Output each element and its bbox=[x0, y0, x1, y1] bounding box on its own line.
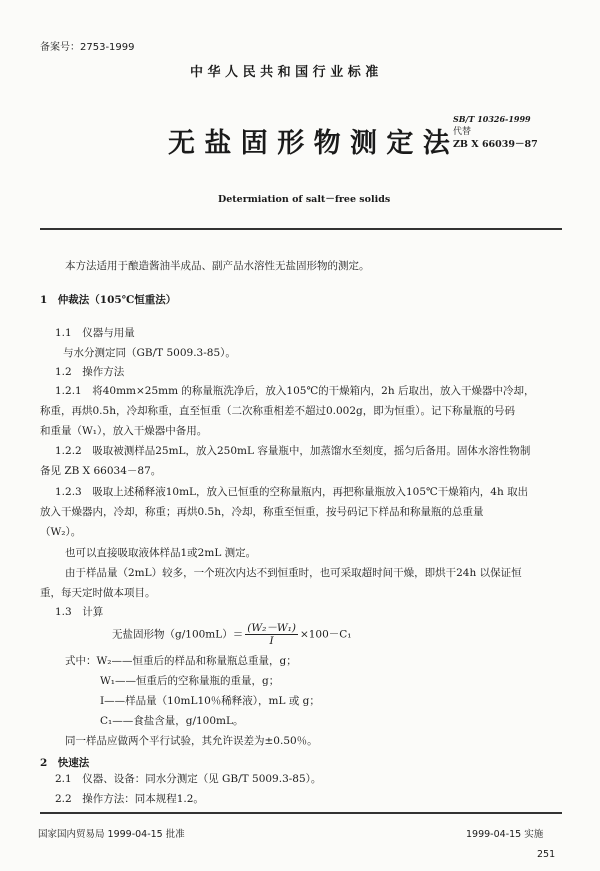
section-1-title: 1 仲裁法（105℃恒重法） bbox=[40, 294, 177, 306]
top-rule bbox=[40, 228, 562, 230]
formula-lhs: 无盐固形物（g/100mL）＝ bbox=[112, 628, 244, 641]
approval: 国家国内贸易局 1999-04-15 批准 bbox=[38, 829, 185, 840]
replaces-code: ZB X 66039－87 bbox=[453, 139, 538, 150]
record-number: 备案号：2753-1999 bbox=[40, 42, 135, 53]
tolerance: 同一样品应做两个平行试验，其允许误差为±0.50％。 bbox=[65, 735, 318, 747]
para-2-1: 2.1 仪器、设备：同水分测定（见 GB/T 5009.3-85）。 bbox=[55, 773, 322, 785]
formula bbox=[112, 622, 352, 647]
section-2-title: 2 快速法 bbox=[40, 757, 90, 769]
where-item: I——样品量（10mL10％稀释液），mL 或 g； bbox=[100, 695, 320, 707]
para-1-2-3: 1.2.3 吸取上述稀释液10mL，放入已恒重的空称量瓶内，再把称量瓶放入105℃干燥箱内，4h 取出 bbox=[55, 486, 529, 498]
replaces-label: 代替 bbox=[453, 127, 472, 137]
page-number: 251 bbox=[537, 849, 556, 860]
denominator: I bbox=[269, 635, 274, 647]
intro: 本方法适用于酿造酱油半成品、副产品水溶性无盐固形物的测定。 bbox=[65, 260, 370, 272]
page-title: 无 盐 固 形 物 测 定 法 bbox=[168, 128, 450, 159]
standard-code: SB/T 10326-1999 bbox=[453, 114, 531, 124]
note-1: 也可以直接吸取液体样品1或2mL 测定。 bbox=[65, 547, 257, 559]
para-1-2-1: 1.2.1 将40mm×25mm 的称量瓶洗净后，放入105℃的干燥箱内，2h 后取出，放入干燥器中冷却， bbox=[55, 385, 535, 397]
standard-org: 中 华 人 民 共 和 国 行 业 标 准 bbox=[190, 65, 379, 80]
para-1-2-1-line: 和重量（W₁），放入干燥器中备用。 bbox=[40, 425, 208, 437]
para-1-2-2: 1.2.2 吸取被测样品25mL，放入250mL 容量瓶中，加蒸馏水至刻度，摇匀后备用。固体水溶性物制 bbox=[55, 445, 531, 457]
formula-rhs: ×100－C₁ bbox=[299, 628, 352, 641]
section-1-2-title: 1.2 操作方法 bbox=[55, 366, 125, 378]
section-1-1-title: 1.1 仪器与用量 bbox=[55, 327, 135, 339]
where-item: 式中：W₂——恒重后的样品和称量瓶总重量，g； bbox=[65, 655, 297, 667]
effective-date: 1999-04-15 实施 bbox=[466, 829, 544, 840]
note-2-line: 重，每天定时做本项目。 bbox=[40, 587, 156, 599]
para-1-2-3-line: 放入干燥器内，冷却，称重；再烘0.5h，冷却，称重至恒重，按号码记下样品和称量瓶的总重量 bbox=[40, 506, 484, 518]
english-title: Determiation of salt－free solids bbox=[218, 194, 391, 205]
bottom-rule bbox=[40, 812, 562, 814]
para-1-2-3-line: （W₂）。 bbox=[40, 526, 82, 538]
para-2-2: 2.2 操作方法：同本规程1.2。 bbox=[55, 793, 204, 805]
note-2: 由于样品量（2mL）较多，一个班次内达不到恒重时，也可采取超时间干燥，即烘干24h 以保证恒 bbox=[65, 567, 522, 579]
section-1-1-text: 与水分测定同（GB/T 5009.3-85）。 bbox=[63, 347, 236, 359]
section-1-3-title: 1.3 计算 bbox=[55, 606, 104, 618]
para-1-2-1-line: 称重，再烘0.5h，冷却称重，直至恒重（二次称重相差不超过0.002g，即为恒重）。记下称量瓶的号码 bbox=[40, 405, 515, 417]
fraction bbox=[245, 622, 298, 647]
numerator: (W₂－W₁) bbox=[247, 622, 296, 634]
where-item: W₁——恒重后的空称量瓶的重量，g； bbox=[100, 675, 280, 687]
where-item: C₁——食盐含量，g/100mL。 bbox=[100, 715, 244, 727]
para-1-2-2-line: 备见 ZB X 66034－87。 bbox=[40, 465, 162, 477]
